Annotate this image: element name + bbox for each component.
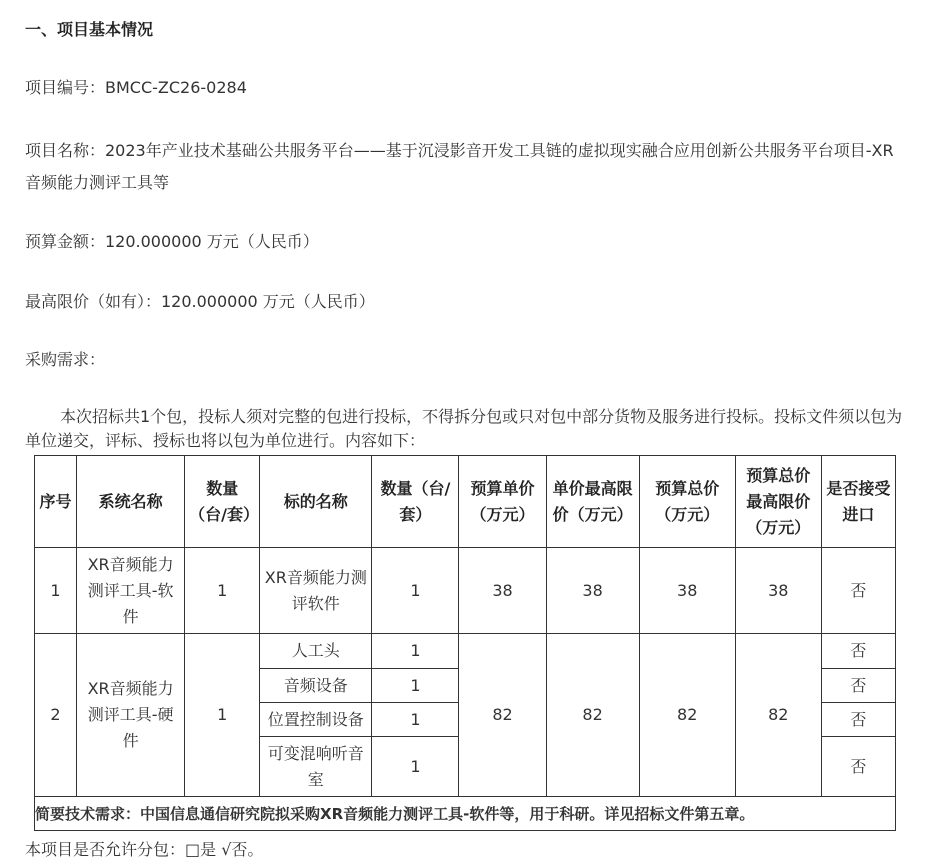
cell-item-qty: 1 (372, 669, 459, 703)
cell-system: XR音频能力测评工具-硬件 (77, 634, 185, 797)
cell-item: 位置控制设备 (260, 703, 372, 737)
procurement-label: 采购需求： (25, 350, 106, 369)
col-header-unit-budget: 预算单价（万元） (459, 456, 546, 548)
cell-item-qty: 1 (372, 548, 459, 634)
cell-import: 否 (821, 737, 895, 797)
table-row (35, 634, 896, 669)
col-header-no: 序号 (35, 456, 77, 548)
table-header-row (35, 456, 896, 548)
cell-qty: 1 (185, 634, 260, 797)
col-header-item: 标的名称 (260, 456, 372, 548)
cell-item-qty: 1 (372, 737, 459, 797)
col-header-system: 系统名称 (77, 456, 185, 548)
procurement-table (34, 455, 896, 831)
col-header-import: 是否接受进口 (821, 456, 895, 548)
split-package-statement: 本项目是否允许分包：□是 √否。 (25, 840, 264, 859)
cell-import: 否 (821, 669, 895, 703)
cell-unit-budget: 82 (459, 634, 546, 797)
table-row (35, 548, 896, 634)
col-header-unit-max: 单价最高限价（万元） (546, 456, 639, 548)
col-header-total-budget: 预算总价（万元） (639, 456, 735, 548)
cell-item: XR音频能力测评软件 (260, 548, 372, 634)
cell-item: 人工头 (260, 634, 372, 669)
cell-system: XR音频能力测评工具-软件 (77, 548, 185, 634)
cell-import: 否 (821, 548, 895, 634)
section-title: 一、项目基本情况 (25, 20, 154, 39)
cell-item: 可变混响听音室 (260, 737, 372, 797)
cell-total-max: 82 (735, 634, 821, 797)
max-price: 最高限价（如有）：120.000000 万元（人民币） (25, 292, 375, 311)
cell-import: 否 (821, 634, 895, 669)
table-note-row (35, 797, 896, 831)
cell-unit-budget: 38 (459, 548, 546, 634)
cell-total-budget: 82 (639, 634, 735, 797)
col-header-total-max: 预算总价最高限价（万元） (735, 456, 821, 548)
cell-item: 音频设备 (260, 669, 372, 703)
cell-no: 2 (35, 634, 77, 797)
budget-amount: 预算金额：120.000000 万元（人民币） (25, 232, 319, 251)
project-name: 项目名称：2023年产业技术基础公共服务平台——基于沉浸影音开发工具链的虚拟现实融合应用创新公共服务平台项目-XR音频能力测评工具等 (25, 141, 894, 192)
project-number: 项目编号：BMCC-ZC26-0284 (25, 78, 247, 97)
cell-qty: 1 (185, 548, 260, 634)
col-header-item-qty: 数量（台/套） (372, 456, 459, 548)
cell-total-max: 38 (735, 548, 821, 634)
cell-item-qty: 1 (372, 634, 459, 669)
technical-requirement-note: 简要技术需求：中国信息通信研究院拟采购XR音频能力测评工具-软件等，用于科研。详见招标文件第五章。 (35, 797, 896, 831)
cell-no: 1 (35, 548, 77, 634)
cell-item-qty: 1 (372, 703, 459, 737)
requirement-text: 本次招标共1个包，投标人须对完整的包进行投标，不得拆分包或只对包中部分货物及服务进行投标。投标文件须以包为单位递交，评标、授标也将以包为单位进行。内容如下： (25, 407, 903, 450)
cell-total-budget: 38 (639, 548, 735, 634)
cell-unit-max: 82 (546, 634, 639, 797)
col-header-qty: 数量（台/套） (185, 456, 260, 548)
cell-import: 否 (821, 703, 895, 737)
cell-unit-max: 38 (546, 548, 639, 634)
